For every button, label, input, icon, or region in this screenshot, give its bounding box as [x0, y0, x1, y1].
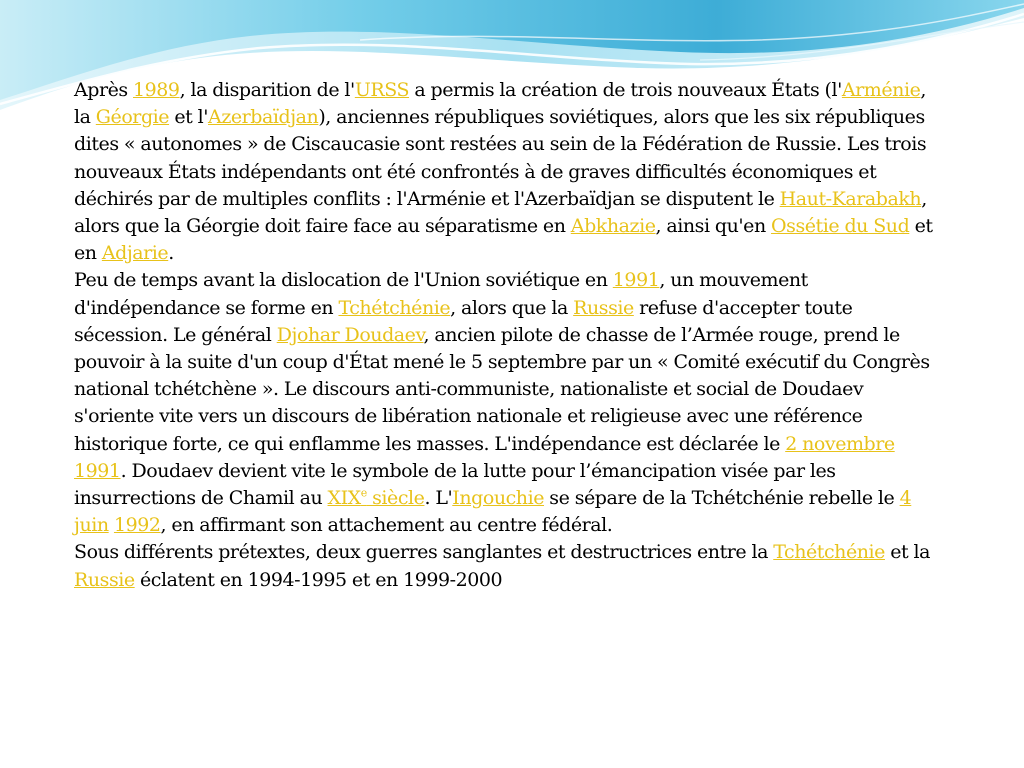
text-run: . Doudaev devient vite le symbole de la lutte pour l’émancipation visée par les insurrections de Chamil au	[74, 459, 836, 510]
paragraph-2	[74, 267, 946, 539]
link-tchetchenie[interactable]: Tchétchénie	[338, 296, 451, 319]
text-run: et la	[884, 541, 931, 564]
text-run: Peu de temps avant la dislocation de l'Union soviétique en	[74, 269, 613, 292]
link-adjarie[interactable]: Adjarie	[101, 242, 169, 265]
link-2-novembre[interactable]: 2 novembre	[785, 432, 895, 455]
text-run: , alors que la	[450, 296, 574, 319]
text-run: Sous différents prétextes, deux guerres sanglantes et destructrices entre la	[74, 541, 774, 564]
link-tchetchenie-second[interactable]: Tchétchénie	[773, 541, 885, 564]
text-run: se sépare de la Tchétchénie rebelle le	[544, 487, 900, 510]
link-djohar-doudaev[interactable]: Djohar Doudaev	[276, 323, 424, 346]
link-1989[interactable]: 1989	[133, 79, 180, 101]
link-ossetie-du-sud[interactable]: Ossétie du Sud	[771, 215, 910, 238]
link-urss[interactable]: URSS	[354, 79, 410, 101]
link-armenie[interactable]: Arménie	[841, 79, 921, 101]
text-run: , alors que la Géorgie doit faire face au séparatisme en	[74, 187, 927, 238]
text-run: ), anciennes républiques soviétiques, alors que les six républiques dites « autonomes » de Ciscaucasie sont restées au sein de la Fédération de Russie. Les trois nouveaux États indépendants ont été confrontés à de graves difficultés économiques et déchirés par de multiples conflits : l'Arménie et l'Azerbaïdjan se disputent le	[74, 106, 927, 210]
text-run: , en affirmant son attachement au centre fédéral.	[160, 514, 613, 537]
document-body	[74, 77, 946, 594]
text-run: Après	[74, 79, 134, 101]
text-run: refuse d'accepter toute sécession. Le général	[74, 296, 853, 346]
link-1991[interactable]: 1991	[612, 269, 660, 292]
paragraph-3	[74, 539, 946, 593]
text-run: . L'	[424, 487, 453, 510]
link-1992[interactable]: 1992	[113, 514, 161, 537]
link-1991-second[interactable]: 1991	[74, 459, 121, 482]
paragraph-1	[74, 77, 946, 267]
link-russie[interactable]: Russie	[573, 296, 634, 319]
text-run: .	[168, 242, 174, 265]
text-run: a permis la création de trois nouveaux États (l'	[409, 79, 842, 101]
text-run: et en	[74, 215, 933, 265]
text-run: , ainsi qu'en	[655, 215, 772, 238]
link-abkhazie[interactable]: Abkhazie	[570, 215, 656, 238]
link-4-juin[interactable]: 4 juin	[74, 487, 912, 537]
link-ingouchie[interactable]: Ingouchie	[452, 487, 545, 510]
text-run: , un mouvement d'indépendance se forme en	[74, 269, 808, 319]
link-azerbaidjan[interactable]: Azerbaïdjan	[208, 106, 319, 129]
link-russie-second[interactable]: Russie	[74, 568, 135, 591]
link-xixe-siecle[interactable]: XIXe siècle	[327, 486, 425, 510]
link-haut-karabakh[interactable]: Haut-Karabakh	[779, 187, 922, 210]
link-georgie[interactable]: Géorgie	[95, 106, 170, 129]
text-run: , la	[74, 79, 926, 129]
text-run: , la disparition de l'	[179, 79, 355, 101]
text-run: , ancien pilote de chasse de l’Armée rouge, prend le pouvoir à la suite d'un coup d'État mené le 5 septembre par un « Comité exécutif du Congrès national tchétchène ». Le discours anti-communiste, nationaliste et social de Doudaev s'oriente vite vers un discours de libération nationale et religieuse avec une référence historique forte, ce qui enflamme les masses. L'indépendance est déclarée le	[74, 323, 930, 455]
text-run: éclatent en 1994-1995 et en 1999-2000	[134, 568, 503, 591]
text-run: et l'	[169, 106, 209, 129]
